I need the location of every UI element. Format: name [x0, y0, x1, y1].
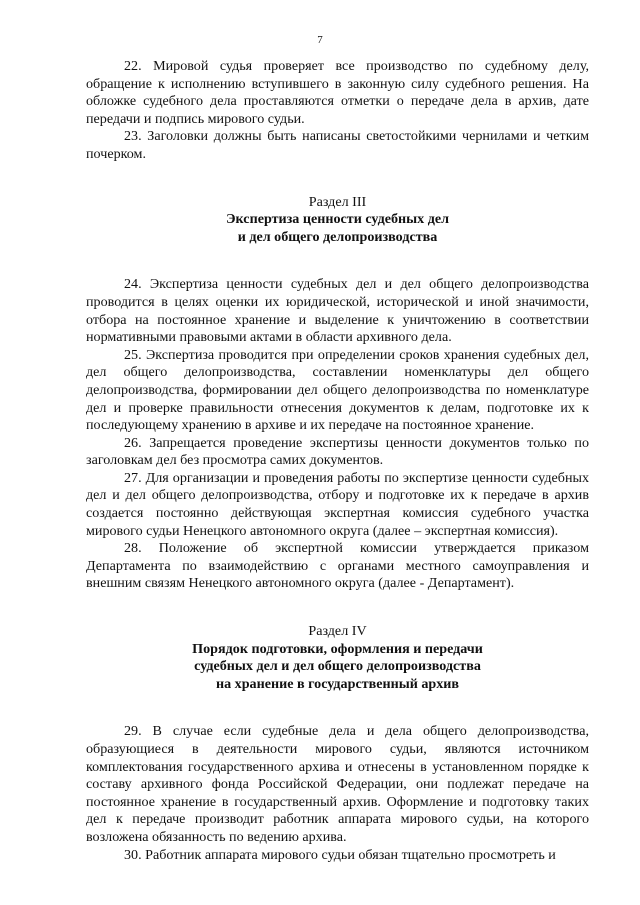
spacer: [86, 246, 589, 276]
paragraph: 22. Мировой судья проверяет все производство по судебному делу, обращение к исполнению вступившего в законную силу судебного решения. На обложке судебного дела проставляются отметки о передаче дела в архив, дате передачи и подпись мирового судьи.: [86, 58, 589, 127]
paragraph: 27. Для организации и проведения работы по экспертизе ценности судебных дел и дел общего делопроизводства, отбору и подготовке их к передаче в архив создается постоянно действующая экспертная комиссия судебного участка мирового судьи Ненецкого автономного округа (далее – экспертная комиссия).: [86, 469, 589, 539]
paragraph: 29. В случае если судебные дела и дела общего делопроизводства, образующиеся в деятельности мирового судьи, являются источником комплектования государственного архива и отнесены в установленном порядке к составу архивного фонда Российской Федерации, они подлежат передаче на постоянное хранение в государственный архив. Оформление и подготовку таких дел к передаче производит работник аппарата мирового судьи, на которого возложена обязанность по ведению архива.: [86, 723, 589, 845]
paragraph: 23. Заголовки должны быть написаны светостойкими чернилами и четким почерком.: [86, 128, 589, 162]
section-title-line: и дел общего делопроизводства: [237, 228, 438, 245]
page-number: 7: [317, 34, 323, 46]
paragraph: 25. Экспертиза проводится при определении сроков хранения судебных дел, дел общего делопроизводства, составлении номенклатуры дел общего делопроизводства, формировании дел общего делопроизводства по номенклатуре дел и проверке правильности отнесения документов к делам, подготовке их к последующему хранению в архиве и их передаче на постоянное хранение.: [86, 346, 589, 434]
spacer: [86, 693, 589, 723]
paragraph: 28. Положение об экспертной комиссии утверждается приказом Департамента по взаимодействию с органами местного самоуправления и внешним связям Ненецкого автономного округа (далее - Департамент).: [86, 540, 589, 592]
section-title-line: судебных дел и дел общего делопроизводства: [194, 658, 481, 675]
section-label: Раздел III: [308, 193, 367, 210]
paragraph: 26. Запрещается проведение экспертизы ценности документов только по заголовкам дел без просмотра самих документов.: [86, 434, 589, 469]
paragraph: 30. Работник аппарата мирового судьи обязан тщательно просмотреть и: [124, 846, 556, 863]
document-body: [86, 58, 589, 864]
paragraph: 24. Экспертиза ценности судебных дел и дел общего делопроизводства проводится в целях оценки их юридической, исторической и иной значимости, отбора на постоянное хранение и выделение к уничтожению в соответствии нормативными правовыми актами в области архивного дела.: [86, 276, 589, 346]
section-title-line: Экспертиза ценности судебных дел: [225, 211, 450, 228]
section-title: [86, 641, 589, 694]
section-title-line: Порядок подготовки, оформления и передачи: [192, 640, 483, 657]
section-label: Раздел IV: [308, 623, 367, 640]
section-title: [86, 211, 589, 246]
section-title-line: на хранение в государственный архив: [215, 675, 460, 692]
